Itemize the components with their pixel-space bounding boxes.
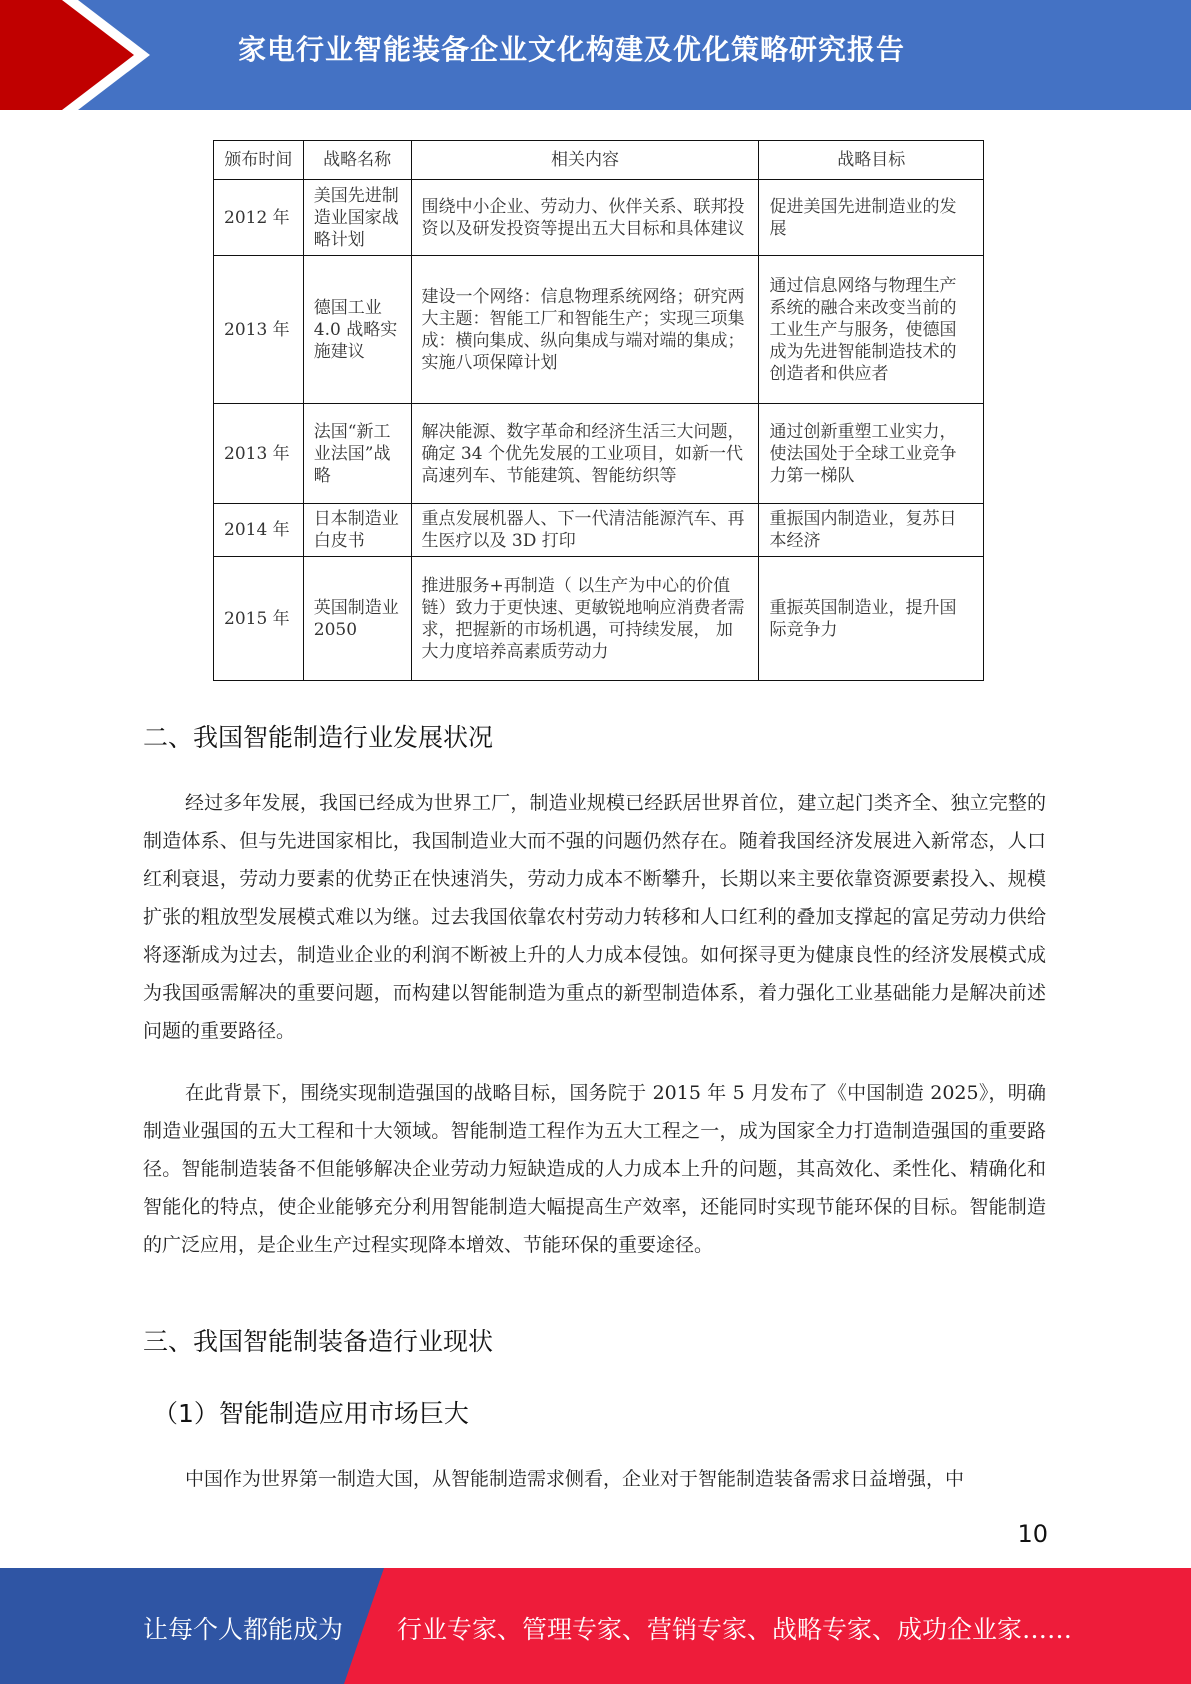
cell-strategy-name: 德国工业 4.0 战略实施建议 [303, 256, 411, 404]
cell-goal: 促进美国先进制造业的发展 [759, 180, 984, 256]
cell-goal: 通过信息网络与物理生产系统的融合来改变当前的工业生产与服务，使德国成为先进智能制造技术的创造者和供应者 [759, 256, 984, 404]
footer-slogan-left: 让每个人都能成为 [143, 1615, 344, 1644]
cell-content: 建设一个网络：信息物理系统网络；研究两大主题：智能工厂和智能生产；实现三项集成：横向集成、纵向集成与端对端的集成；实施八项保障计划 [411, 256, 759, 404]
section-heading: 二、我国智能制造行业发展状况 [143, 723, 494, 752]
cell-strategy-name: 日本制造业白皮书 [303, 504, 411, 557]
cell-content: 解决能源、数字革命和经济生活三大问题，确定 34 个优先发展的工业项目，如新一代高速列车、节能建筑、智能纺织等 [411, 404, 759, 504]
strategy-table [213, 140, 984, 681]
section-heading: 三、我国智能制装备造行业现状 [143, 1327, 494, 1356]
cell-year: 2013 年 [214, 256, 304, 404]
column-header-goal: 战略目标 [759, 141, 984, 180]
table-row [214, 404, 984, 504]
table-header-row [214, 141, 984, 180]
body-paragraph: 经过多年发展，我国已经成为世界工厂，制造业规模已经跃居世界首位，建立起门类齐全、独立完整的制造体系、但与先进国家相比，我国制造业大而不强的问题仍然存在。随着我国经济发展进入新常态，人口红利衰退，劳动力要素的优势正在快速消失，劳动力成本不断攀升，长期以来主要依靠资源要素投入、规模扩张的粗放型发展模式难以为继。过去我国依靠农村劳动力转移和人口红利的叠加支撑起的富足劳动力供给将逐渐成为过去，制造业企业的利润不断被上升的人力成本侵蚀。如何探寻更为健康良性的经济发展模式成为我国亟需解决的重要问题，而构建以智能制造为重点的新型制造体系，着力强化工业基础能力是解决前述问题的重要路径。 [143, 792, 1046, 1042]
table-row [214, 256, 984, 404]
cell-year: 2014 年 [214, 504, 304, 557]
cell-content: 围绕中小企业、劳动力、伙伴关系、联邦投资以及研发投资等提出五大目标和具体建议 [411, 180, 759, 256]
cell-year: 2012 年 [214, 180, 304, 256]
column-header-name: 战略名称 [303, 141, 411, 180]
page-header [0, 0, 1191, 110]
cell-strategy-name: 法国“新工业法国”战略 [303, 404, 411, 504]
column-header-year: 颁布时间 [214, 141, 304, 180]
table-row [214, 180, 984, 256]
table-row [214, 504, 984, 557]
header-chevron-decoration [0, 0, 160, 110]
header-title: 家电行业智能装备企业文化构建及优化策略研究报告 [238, 33, 906, 66]
cell-strategy-name: 美国先进制造业国家战略计划 [303, 180, 411, 256]
footer-slogan-right: 行业专家、管理专家、营销专家、战略专家、成功企业家…… [397, 1615, 1073, 1644]
cell-content: 推进服务+再制造（ 以生产为中心的价值链）致力于更快速、更敏锐地响应消费者需求，把握新的市场机遇，可持续发展， 加大力度培养高素质劳动力 [411, 557, 759, 681]
body-paragraph: 在此背景下，围绕实现制造强国的战略目标，国务院于 2015 年 5 月发布了《中国制造 2025》，明确制造业强国的五大工程和十大领域。智能制造工程作为五大工程之一，成为国家全力打造制造强国的重要路径。智能制造装备不但能够解决企业劳动力短缺造成的人力成本上升的问题，其高效化、柔性化、精确化和智能化的特点，使企业能够充分利用智能制造大幅提高生产效率，还能同时实现节能环保的目标。智能制造的广泛应用，是企业生产过程实现降本增效、节能环保的重要途径。 [143, 1082, 1046, 1256]
cell-goal: 重振英国制造业，提升国际竞争力 [759, 557, 984, 681]
table-row [214, 557, 984, 681]
column-header-content: 相关内容 [411, 141, 759, 180]
cell-goal: 重振国内制造业，复苏日本经济 [759, 504, 984, 557]
cell-year: 2013 年 [214, 404, 304, 504]
cell-year: 2015 年 [214, 557, 304, 681]
page-number: 10 [1017, 1520, 1048, 1548]
cell-content: 重点发展机器人、下一代清洁能源汽车、再生医疗以及 3D 打印 [411, 504, 759, 557]
cell-strategy-name: 英国制造业 2050 [303, 557, 411, 681]
cell-goal: 通过创新重塑工业实力，使法国处于全球工业竞争力第一梯队 [759, 404, 984, 504]
subsection-heading: （1）智能制造应用市场巨大 [153, 1399, 469, 1428]
body-paragraph: 中国作为世界第一制造大国，从智能制造需求侧看，企业对于智能制造装备需求日益增强，中 [185, 1468, 965, 1490]
